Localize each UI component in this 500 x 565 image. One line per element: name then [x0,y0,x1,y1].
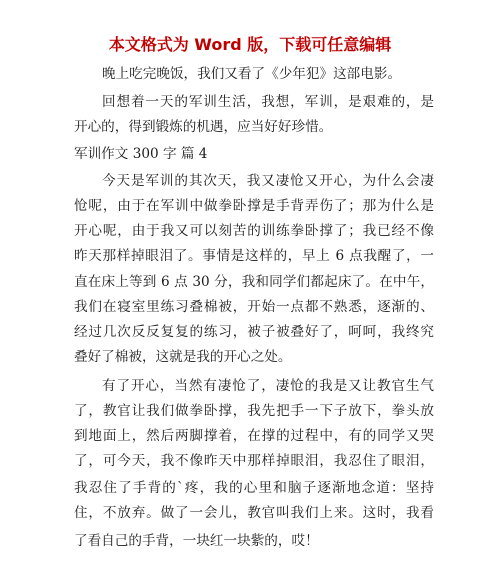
text-line: 今天是军训的其次天，我又凄怆又开心，为什么会凄 [102,173,434,189]
text-line: 住，不放弃。做了一会儿，教官叫我们上来。这时，我看 [74,505,434,521]
text-line: 了看自己的手背，一块红一块紫的，哎！ [74,533,319,549]
text-line: 开心的，得到锻炼的机遇，应当好好珍惜。 [74,119,333,135]
text-line: 回想着一天的军训生活，我想，军训，是艰难的，是 [102,94,434,110]
text-line: 到地面上，然后两脚撑着，在撑的过程中，有的同学又哭 [74,428,434,444]
text-line: 了，教官让我们做拳卧撑，我先把手一下子放下，拳头放 [74,403,434,419]
section-heading: 军训作文 300 字 篇 4 [74,146,208,162]
text-line: 有了开心，当然有凄怆了，凄怆的我是又让教官生气 [102,378,434,394]
text-line: 昨天那样掉眼泪了。事情是这样的，早上 6 点我醒了，一 [74,248,434,264]
text-line: 我忍住了手背的`疼，我的心里和脑子逐渐地念道：坚持 [74,480,434,496]
text-line: 怆呢，由于在军训中做拳卧撑是手背弄伤了；那为什么是 [74,198,434,214]
text-line: 了，可今天，我不像昨天中那样掉眼泪，我忍住了眼泪， [74,453,434,469]
document-title: 本文格式为 Word 版，下载可任意编辑 [108,35,392,54]
text-line: 经过几次反反复复的练习，被子被叠好了，呵呵，我终究 [74,324,434,340]
text-line: 叠好了棉被，这就是我的开心之处。 [74,349,292,365]
text-line: 开心呢，由于我又可以刻苦的训练拳卧撑了；我已经不像 [74,223,434,239]
text-line: 晚上吃完晚饭，我们又看了《少年犯》这部电影。 [102,66,402,82]
text-line: 直在床上等到 6 点 30 分，我和同学们都起床了。在中午， [74,274,434,290]
text-line: 我们在寝室里练习叠棉被，开始一点都不熟悉，逐渐的、 [74,299,434,315]
